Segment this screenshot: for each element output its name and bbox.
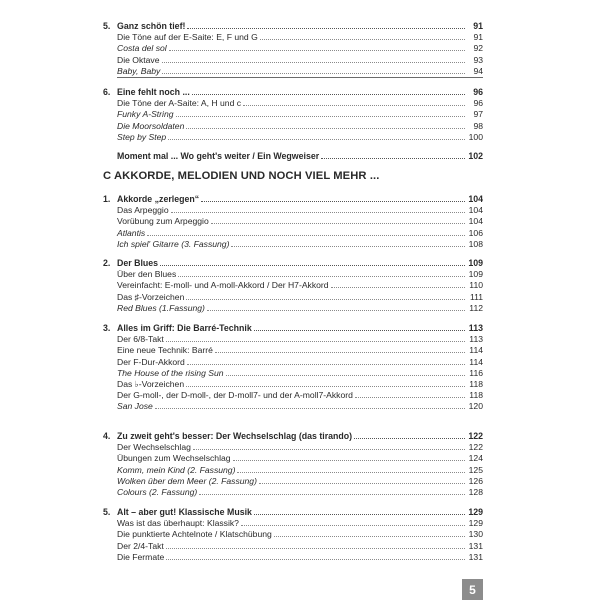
section-title: Eine fehlt noch ... — [117, 87, 190, 97]
dot-leader — [192, 86, 465, 95]
page-ref: 131 — [468, 540, 483, 551]
toc-section — [103, 430, 483, 497]
page-ref: 104 — [468, 216, 483, 227]
section-heading[interactable] — [103, 20, 483, 31]
toc-entry[interactable] — [103, 54, 483, 65]
page-ref: 114 — [469, 356, 483, 367]
toc-entry[interactable] — [103, 120, 483, 131]
section-title: Ganz schön tief! — [117, 21, 186, 31]
page-ref: 96 — [473, 98, 483, 109]
toc-entry[interactable] — [103, 540, 483, 551]
entry-title: Die punktierte Achtelnote / Klatschübung — [117, 529, 272, 540]
page-ref: 124 — [468, 453, 483, 464]
dot-leader — [186, 291, 465, 300]
toc-entry[interactable] — [103, 367, 483, 378]
toc-entry[interactable] — [103, 31, 483, 42]
entry-title: Funky A-String — [117, 109, 174, 120]
toc-entry[interactable] — [103, 452, 483, 463]
page-number-badge: 5 — [462, 579, 483, 600]
entry-title: Vereinfacht: E-moll- und A-moll-Akkord / Der H7-Akkord — [117, 280, 329, 291]
dot-leader — [233, 452, 465, 461]
dot-leader — [354, 430, 465, 439]
moment-title: Moment mal ... Wo geht's weiter / Ein Wegweiser — [117, 151, 320, 161]
entry-title: Wolken über dem Meer (2. Fassung) — [117, 475, 257, 486]
toc-entry[interactable] — [103, 400, 483, 411]
dot-leader — [169, 42, 465, 51]
dot-leader — [178, 268, 465, 277]
section-title: Akkorde „zerlegen“ — [117, 194, 200, 204]
section-heading[interactable] — [103, 506, 483, 517]
entry-title: Das ♯-Vorzeichen — [117, 291, 185, 302]
page-ref: 109 — [468, 269, 483, 280]
entry-title: Eine neue Technik: Barré — [117, 345, 213, 356]
dot-leader — [331, 279, 465, 288]
entry-title: Über den Blues — [117, 269, 177, 280]
page-ref: 104 — [468, 205, 483, 216]
dot-leader — [243, 97, 465, 106]
dot-leader — [162, 65, 465, 74]
dot-leader — [186, 120, 465, 129]
page-ref: 108 — [468, 238, 483, 249]
section-heading[interactable] — [103, 257, 483, 268]
page-ref: 91 — [473, 21, 483, 31]
page-ref: 113 — [469, 334, 483, 345]
entry-title: Baby, Baby — [117, 65, 161, 76]
toc-entry[interactable] — [103, 279, 483, 290]
entry-title: Der Wechselschlag — [117, 442, 191, 453]
dot-leader — [162, 54, 465, 63]
toc-section — [103, 322, 483, 412]
dot-leader — [201, 193, 465, 202]
entry-title: Ich spiel' Gitarre (3. Fassung) — [117, 238, 230, 249]
page-ref: 118 — [469, 378, 483, 389]
section-title: Der Blues — [117, 258, 159, 268]
dot-leader — [260, 31, 465, 40]
page-ref: 93 — [473, 54, 483, 65]
dot-leader — [176, 108, 465, 117]
entry-title: Das ♭-Vorzeichen — [117, 378, 185, 389]
page-ref: 98 — [473, 120, 483, 131]
toc-entry[interactable] — [103, 131, 483, 142]
toc-entry[interactable] — [103, 65, 483, 76]
section-number: 3. — [103, 323, 111, 333]
page-ref: 116 — [469, 367, 483, 378]
dot-leader — [254, 506, 465, 515]
dot-leader — [166, 540, 465, 549]
dot-leader — [168, 131, 465, 140]
page-ref: 120 — [468, 401, 483, 412]
toc-section — [103, 193, 483, 249]
page-ref: 97 — [473, 109, 483, 120]
dot-leader — [186, 378, 465, 387]
section-number: 5. — [103, 21, 111, 31]
page-ref: 112 — [469, 302, 483, 313]
toc-entry[interactable] — [103, 389, 483, 400]
toc-entry[interactable] — [103, 517, 483, 528]
dot-leader — [187, 20, 465, 29]
dot-leader — [199, 486, 465, 495]
toc-entry[interactable] — [103, 528, 483, 539]
entry-title: Der G-moll-, der D-moll-, der D-moll7- und der A-moll7-Akkord — [117, 390, 353, 401]
section-number: 5. — [103, 507, 111, 517]
entry-title: Die Moorsoldaten — [117, 120, 185, 131]
toc-section — [103, 257, 483, 313]
page-ref: 122 — [468, 442, 483, 453]
page-ref: 94 — [473, 65, 483, 76]
toc-entry[interactable] — [103, 333, 483, 344]
section-number: 1. — [103, 194, 111, 204]
page-ref: 131 — [468, 551, 483, 562]
section-number: 6. — [103, 87, 111, 97]
entry-title: Colours (2. Fassung) — [117, 486, 198, 497]
dot-leader — [237, 464, 465, 473]
section-number: 4. — [103, 431, 111, 441]
entry-title: Der F-Dur-Akkord — [117, 356, 185, 367]
dot-leader — [187, 356, 465, 365]
toc-entry[interactable] — [103, 464, 483, 475]
entry-title: The House of the rising Sun — [117, 367, 224, 378]
page-ref: 118 — [469, 390, 483, 401]
entry-title: Vorübung zum Arpeggio — [117, 216, 209, 227]
page-ref: 122 — [468, 431, 483, 441]
page-ref: 114 — [469, 345, 483, 356]
dot-leader — [259, 475, 465, 484]
page-ref: 126 — [468, 475, 483, 486]
page-ref: 128 — [468, 486, 483, 497]
page-ref: 96 — [473, 87, 483, 97]
entry-title: Die Töne auf der E-Saite: E, F und G — [117, 32, 258, 43]
section-title: Zu zweit geht's besser: Der Wechselschlag (das tirando) — [117, 431, 353, 441]
dot-leader — [254, 322, 465, 331]
page-ref: 111 — [469, 291, 483, 302]
dot-leader — [215, 344, 465, 353]
page-ref: 113 — [468, 323, 483, 333]
toc-entry[interactable] — [103, 356, 483, 367]
entry-title: Atlantis — [117, 227, 146, 238]
dot-leader — [147, 227, 465, 236]
dot-leader — [207, 302, 465, 311]
section-rule — [117, 77, 483, 78]
section-heading[interactable] — [103, 86, 483, 97]
toc-entry[interactable] — [103, 344, 483, 355]
page-ref: 110 — [469, 280, 483, 291]
dot-leader — [226, 367, 465, 376]
dot-leader — [193, 441, 465, 450]
toc-section-moment — [103, 150, 483, 161]
toc-section — [103, 20, 483, 79]
page-ref: 130 — [468, 529, 483, 540]
toc-entry[interactable] — [103, 441, 483, 452]
entry-title: Übungen zum Wechselschlag — [117, 453, 231, 464]
moment-heading[interactable] — [103, 150, 483, 161]
entry-title: Was ist das überhaupt: Klassik? — [117, 518, 239, 529]
dot-leader — [166, 333, 465, 342]
dot-leader — [166, 551, 465, 560]
toc-entry[interactable] — [103, 302, 483, 313]
entry-title: Die Töne der A-Saite: A, H und c — [117, 98, 242, 109]
toc-entry[interactable] — [103, 486, 483, 497]
page-ref: 129 — [468, 507, 483, 517]
toc-section — [103, 506, 483, 562]
section-heading[interactable] — [103, 430, 483, 441]
page-ref: 100 — [468, 131, 483, 142]
dot-leader — [321, 150, 465, 159]
toc-section — [103, 86, 483, 142]
page-ref: 109 — [468, 258, 483, 268]
entry-title: Das Arpeggio — [117, 205, 169, 216]
toc-entry[interactable] — [103, 97, 483, 108]
dot-leader — [171, 204, 465, 213]
entry-title: San Jose — [117, 401, 153, 412]
chapter-title: C AKKORDE, MELODIEN UND NOCH VIEL MEHR ... — [103, 170, 380, 182]
entry-title: Die Fermate — [117, 551, 165, 562]
dot-leader — [231, 238, 465, 247]
toc-entry[interactable] — [103, 238, 483, 249]
page-ref: 91 — [473, 32, 483, 43]
section-title: Alles im Griff: Die Barré-Technik — [117, 323, 252, 333]
entry-title: Der 2/4-Takt — [117, 540, 164, 551]
toc-entry[interactable] — [103, 227, 483, 238]
page-ref: 92 — [473, 43, 483, 54]
toc-entry[interactable] — [103, 215, 483, 226]
page-ref: 106 — [468, 227, 483, 238]
page-ref: 125 — [468, 464, 483, 475]
entry-title: Red Blues (1.Fassung) — [117, 302, 205, 313]
entry-title: Der 6/8-Takt — [117, 334, 164, 345]
section-number: 2. — [103, 258, 111, 268]
dot-leader — [155, 400, 465, 409]
dot-leader — [355, 389, 465, 398]
entry-title: Step by Step — [117, 131, 167, 142]
dot-leader — [160, 257, 465, 266]
toc-entry[interactable] — [103, 551, 483, 562]
entry-title: Costa del sol — [117, 43, 167, 54]
section-title: Alt – aber gut! Klassische Musik — [117, 507, 252, 517]
entry-title: Die Oktave — [117, 54, 160, 65]
toc-entry[interactable] — [103, 268, 483, 279]
dot-leader — [241, 517, 465, 526]
toc-entry[interactable] — [103, 108, 483, 119]
section-heading[interactable] — [103, 322, 483, 333]
entry-title: Komm, mein Kind (2. Fassung) — [117, 464, 236, 475]
dot-leader — [211, 215, 465, 224]
toc-entry[interactable] — [103, 378, 483, 389]
toc-entry[interactable] — [103, 42, 483, 53]
page-ref: 102 — [468, 151, 483, 161]
toc-entry[interactable] — [103, 291, 483, 302]
toc-entry[interactable] — [103, 475, 483, 486]
page-ref: 104 — [468, 194, 483, 204]
page-ref: 129 — [468, 518, 483, 529]
toc-entry[interactable] — [103, 204, 483, 215]
section-heading[interactable] — [103, 193, 483, 204]
dot-leader — [274, 528, 465, 537]
